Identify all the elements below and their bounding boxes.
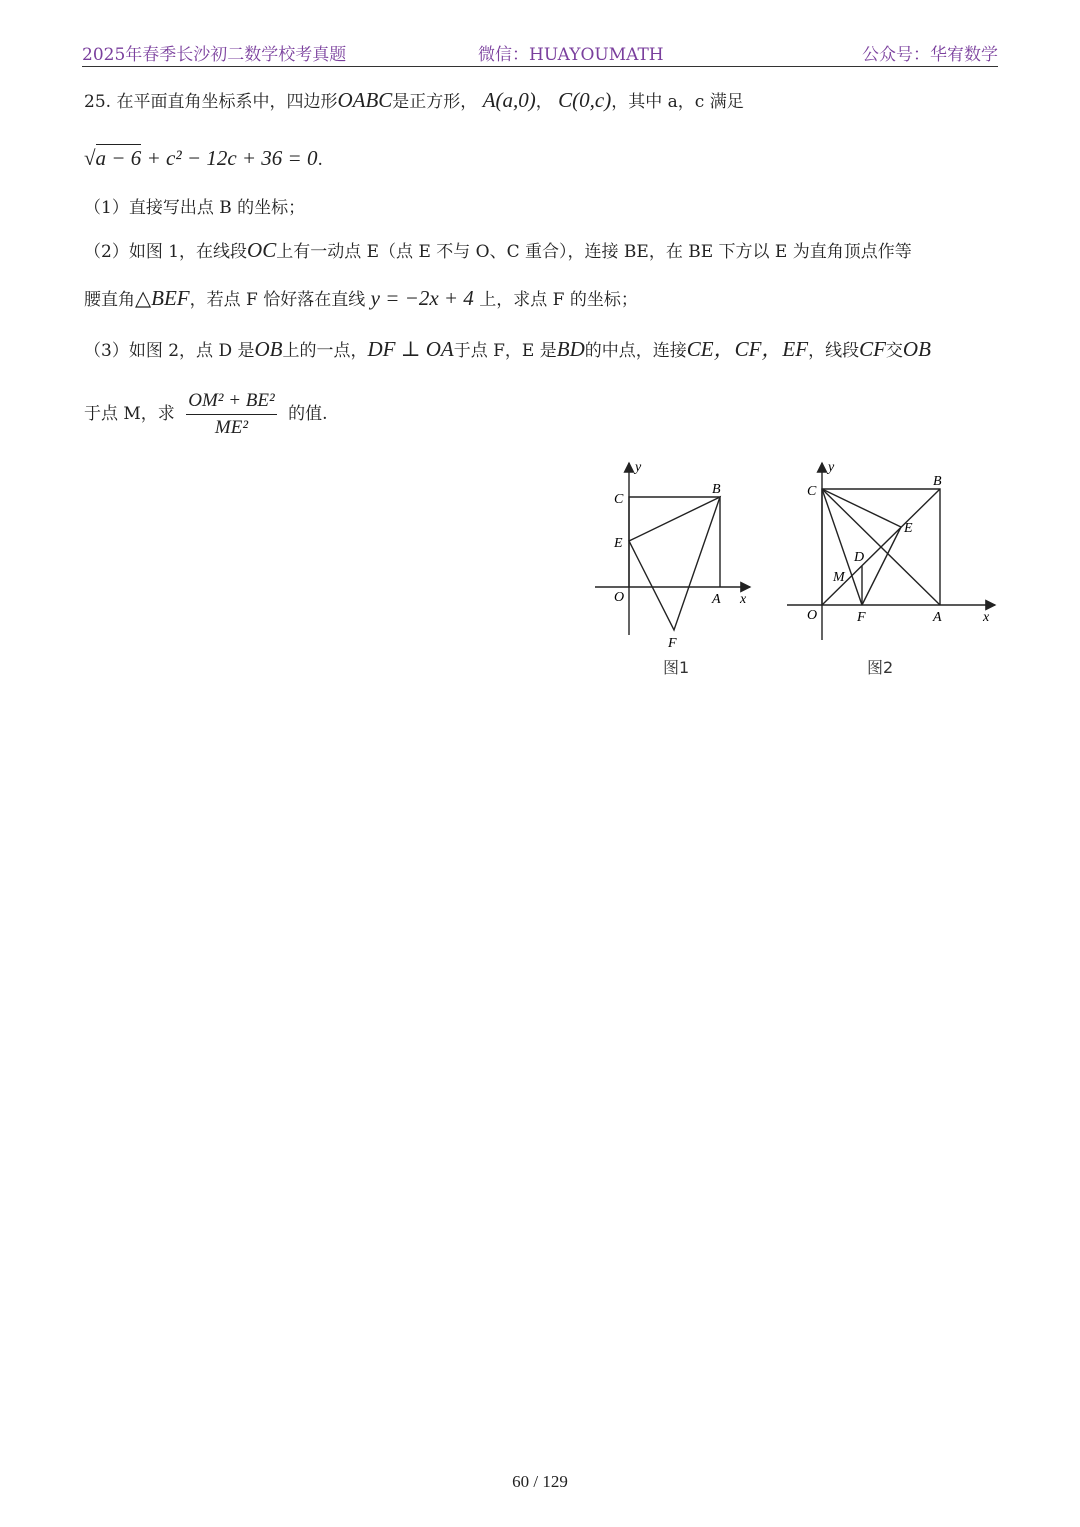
figure-2 (785, 455, 1005, 655)
fig1-label-c: C (614, 492, 624, 507)
fig2-segment-ef (862, 527, 901, 605)
segment-bd: BD (556, 337, 585, 361)
fig2-label-d: D (854, 550, 865, 565)
segment-ob: OB (254, 337, 283, 361)
part3-text-g: 于点 M，求 (84, 404, 175, 424)
part-3-line-1 (84, 337, 931, 363)
ratio-fraction (186, 390, 276, 439)
fig2-segment-cf (822, 489, 865, 605)
fig1-label-e: E (614, 536, 623, 551)
fig1-label-f: F (668, 636, 677, 651)
fig2-label-o: O (807, 608, 818, 623)
fig2-label-x: x (983, 610, 990, 625)
part2-text-a: （2）如图 1，在线段 (84, 242, 248, 262)
header-wechat: 微信：HUAYOUMATH (478, 45, 664, 65)
equation-end: . (317, 150, 323, 170)
page-number: 60 / 129 (512, 1472, 568, 1491)
fraction-denominator: ME² (214, 417, 249, 438)
sqrt-expression: a − 6 (95, 146, 142, 170)
fig1-label-o: O (614, 590, 625, 605)
fig1-triangle-bef (629, 497, 720, 630)
part-2-line-2 (84, 286, 638, 312)
fig2-label-f: F (857, 610, 866, 625)
fig1-label-y: y (635, 460, 642, 475)
intro-text: 在平面直角坐标系中，四边形 (116, 92, 338, 112)
fig1-label-b: B (712, 482, 721, 497)
square-name: OABC (337, 88, 393, 112)
fig2-label-e: E (904, 521, 913, 536)
fig2-caption: 图2 (867, 658, 894, 677)
part3-text-e: ，线段 (808, 341, 860, 361)
part2-text-d: ，若点 F 恰好落在直线 (189, 290, 366, 310)
page-header (82, 36, 998, 67)
perpendicular: DF ⊥ OA (367, 337, 454, 361)
figure-1 (590, 455, 760, 655)
segment-cf: CF (859, 337, 886, 361)
segment-oc: OC (247, 238, 277, 262)
part2-text-c: 腰直角 (84, 290, 135, 310)
part-2-line-1 (84, 238, 912, 264)
part-1: （1）直接写出点 B 的坐标； (84, 198, 306, 218)
fig1-square (629, 497, 720, 587)
point-c: C(0,c) (558, 88, 612, 112)
point-a: A(a,0) (482, 88, 536, 112)
satisfy-text: ，其中 a，c 满足 (611, 92, 744, 112)
fig2-label-m: M (833, 570, 845, 585)
part2-text-b: 上有一动点 E（点 E 不与 O、C 重合），连接 BE，在 BE 下方以 E 为直角顶点作等 (276, 242, 912, 262)
header-account: 公众号：华宥数学 (862, 45, 998, 65)
problem-number: 25. (84, 92, 112, 112)
line-equation: y = −2x + 4 (370, 286, 474, 310)
part3-text-d: 的中点，连接 (584, 341, 687, 361)
part2-text-e: 上，求点 F 的坐标； (479, 290, 638, 310)
fig2-label-b: B (933, 474, 942, 489)
part3-text-f: 交 (885, 341, 903, 361)
fig1-label-a: A (712, 592, 721, 607)
fig1-label-x: x (740, 592, 747, 607)
part3-text-c: 于点 F，E 是 (453, 341, 557, 361)
problem-intro: 25. 在平面直角坐标系中，四边形OABC是正方形， A(a,0)， C(0,c)，其中 a，c 满足 (84, 88, 744, 112)
is-square-text: 是正方形， (392, 92, 478, 112)
fig2-label-a: A (933, 610, 942, 625)
part3-text-a: （3）如图 2，点 D 是 (84, 341, 255, 361)
part-3-line-2 (84, 386, 328, 442)
fraction-numerator: OM² + BE² (186, 390, 276, 415)
segments-ce-cf-ef: CE，CF，EF (686, 337, 809, 361)
condition-equation: √a − 6 + c² − 12c + 36 = 0. (84, 146, 323, 170)
part3-text-b: 上的一点， (282, 341, 368, 361)
header-title: 2025年春季长沙初二数学校考真题 (82, 45, 347, 65)
part3-text-h: 的值. (288, 404, 328, 424)
equation-rest: + c² − 12c + 36 = 0 (146, 146, 318, 170)
fig1-caption: 图1 (663, 658, 690, 677)
segment-ob-2: OB (902, 337, 931, 361)
triangle-bef: △BEF (135, 286, 190, 310)
figures-area (590, 455, 1010, 695)
fig2-label-c: C (807, 484, 817, 499)
fig2-label-y: y (828, 460, 835, 475)
